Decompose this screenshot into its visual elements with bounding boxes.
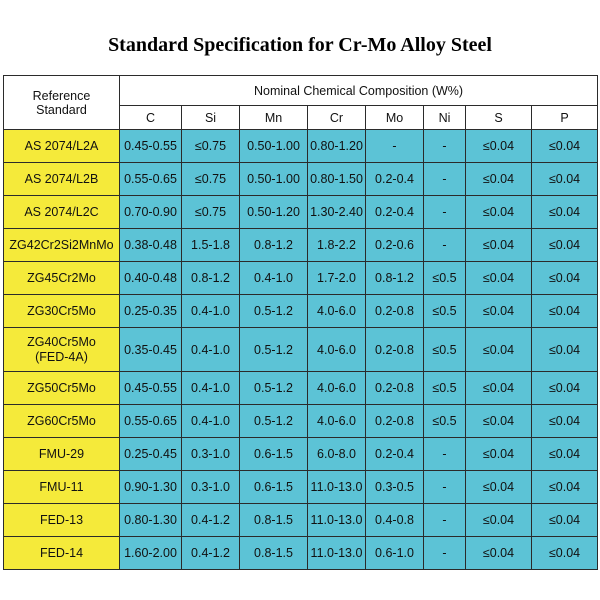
value-cell-mn: 0.5-1.2 <box>240 405 308 438</box>
table-row <box>4 328 598 372</box>
value-cell-c: 0.80-1.30 <box>120 504 182 537</box>
value-cell-si: 0.4-1.2 <box>182 504 240 537</box>
value-cell-mn: 0.6-1.5 <box>240 471 308 504</box>
value-cell-s: ≤0.04 <box>466 130 532 163</box>
value-cell-si: 1.5-1.8 <box>182 229 240 262</box>
value-cell-s: ≤0.04 <box>466 295 532 328</box>
value-cell-si: 0.4-1.0 <box>182 295 240 328</box>
reference-standard-line: FED-13 <box>39 512 84 527</box>
value-cell-mo: 0.2-0.8 <box>366 295 424 328</box>
value-cell-s: ≤0.04 <box>466 262 532 295</box>
table-row <box>4 372 598 405</box>
table-body <box>4 130 598 570</box>
reference-standard-header <box>4 76 120 130</box>
value-cell-c: 0.45-0.55 <box>120 130 182 163</box>
table-row <box>4 438 598 471</box>
value-cell-p: ≤0.04 <box>532 130 598 163</box>
table-row <box>4 295 598 328</box>
reference-standard-line: AS 2074/L2B <box>24 171 99 186</box>
value-cell-mo: 0.2-0.6 <box>366 229 424 262</box>
table-row <box>4 229 598 262</box>
value-cell-p: ≤0.04 <box>532 504 598 537</box>
reference-standard-line: ZG30Cr5Mo <box>27 303 96 318</box>
reference-standard-line: ZG40Cr5Mo <box>27 334 96 349</box>
table-row <box>4 504 598 537</box>
value-cell-si: ≤0.75 <box>182 196 240 229</box>
spec-table <box>3 75 598 570</box>
value-cell-c: 0.45-0.55 <box>120 372 182 405</box>
reference-standard-line: ZG45Cr2Mo <box>27 270 96 285</box>
value-cell-ni: - <box>424 504 466 537</box>
page-title: Standard Specification for Cr-Mo Alloy Steel <box>108 34 492 56</box>
value-cell-ni: - <box>424 163 466 196</box>
value-cell-mo: 0.4-0.8 <box>366 504 424 537</box>
value-cell-mn: 0.5-1.2 <box>240 295 308 328</box>
value-cell-p: ≤0.04 <box>532 328 598 372</box>
value-cell-mn: 0.5-1.2 <box>240 328 308 372</box>
value-cell-ni: ≤0.5 <box>424 372 466 405</box>
value-cell-c: 0.70-0.90 <box>120 196 182 229</box>
value-cell-ni: - <box>424 438 466 471</box>
value-cell-si: ≤0.75 <box>182 130 240 163</box>
table-row <box>4 163 598 196</box>
column-header-c: C <box>120 106 182 130</box>
reference-standard-cell <box>4 229 120 262</box>
column-header-mn: Mn <box>240 106 308 130</box>
value-cell-s: ≤0.04 <box>466 372 532 405</box>
value-cell-c: 0.55-0.65 <box>120 163 182 196</box>
value-cell-si: 0.4-1.0 <box>182 405 240 438</box>
value-cell-p: ≤0.04 <box>532 262 598 295</box>
reference-standard-line: ZG50Cr5Mo <box>27 380 96 395</box>
value-cell-si: 0.4-1.2 <box>182 537 240 570</box>
reference-standard-cell <box>4 504 120 537</box>
table-row <box>4 537 598 570</box>
value-cell-cr: 4.0-6.0 <box>308 295 366 328</box>
value-cell-mo: 0.2-0.8 <box>366 328 424 372</box>
value-cell-s: ≤0.04 <box>466 229 532 262</box>
value-cell-mo: 0.3-0.5 <box>366 471 424 504</box>
value-cell-si: 0.4-1.0 <box>182 372 240 405</box>
reference-standard-cell <box>4 438 120 471</box>
reference-standard-cell <box>4 262 120 295</box>
value-cell-s: ≤0.04 <box>466 471 532 504</box>
value-cell-s: ≤0.04 <box>466 438 532 471</box>
value-cell-p: ≤0.04 <box>532 471 598 504</box>
value-cell-mn: 0.4-1.0 <box>240 262 308 295</box>
table-row <box>4 405 598 438</box>
reference-standard-cell <box>4 196 120 229</box>
value-cell-p: ≤0.04 <box>532 229 598 262</box>
reference-standard-line: FMU-11 <box>39 479 84 494</box>
value-cell-p: ≤0.04 <box>532 163 598 196</box>
reference-standard-line: AS 2074/L2C <box>24 204 99 219</box>
reference-standard-line: AS 2074/L2A <box>24 138 99 153</box>
value-cell-mo: 0.2-0.4 <box>366 196 424 229</box>
composition-group-header: Nominal Chemical Composition (W%) <box>120 76 598 106</box>
column-header-si: Si <box>182 106 240 130</box>
reference-standard-cell <box>4 471 120 504</box>
value-cell-si: 0.8-1.2 <box>182 262 240 295</box>
value-cell-cr: 11.0-13.0 <box>308 504 366 537</box>
value-cell-mo: 0.2-0.8 <box>366 372 424 405</box>
value-cell-p: ≤0.04 <box>532 372 598 405</box>
value-cell-ni: ≤0.5 <box>424 262 466 295</box>
value-cell-si: ≤0.75 <box>182 163 240 196</box>
value-cell-si: 0.4-1.0 <box>182 328 240 372</box>
reference-standard-line: FED-14 <box>39 545 84 560</box>
column-header-p: P <box>532 106 598 130</box>
reference-standard-line: ZG42Cr2Si2MnMo <box>9 237 114 252</box>
value-cell-cr: 0.80-1.20 <box>308 130 366 163</box>
value-cell-c: 1.60-2.00 <box>120 537 182 570</box>
reference-header-line2: Standard <box>36 102 87 117</box>
value-cell-p: ≤0.04 <box>532 438 598 471</box>
value-cell-cr: 11.0-13.0 <box>308 471 366 504</box>
column-header-cr: Cr <box>308 106 366 130</box>
reference-standard-line: FMU-29 <box>38 446 85 461</box>
value-cell-ni: ≤0.5 <box>424 295 466 328</box>
table-row <box>4 262 598 295</box>
value-cell-c: 0.38-0.48 <box>120 229 182 262</box>
value-cell-mn: 0.50-1.00 <box>240 130 308 163</box>
reference-standard-cell <box>4 537 120 570</box>
value-cell-mn: 0.8-1.5 <box>240 537 308 570</box>
table-row <box>4 130 598 163</box>
value-cell-ni: - <box>424 537 466 570</box>
value-cell-mn: 0.50-1.20 <box>240 196 308 229</box>
value-cell-s: ≤0.04 <box>466 328 532 372</box>
value-cell-s: ≤0.04 <box>466 196 532 229</box>
value-cell-mn: 0.8-1.5 <box>240 504 308 537</box>
value-cell-si: 0.3-1.0 <box>182 438 240 471</box>
reference-header-line1: Reference <box>32 88 91 103</box>
value-cell-cr: 11.0-13.0 <box>308 537 366 570</box>
reference-standard-line: ZG60Cr5Mo <box>27 413 96 428</box>
value-cell-c: 0.35-0.45 <box>120 328 182 372</box>
value-cell-cr: 4.0-6.0 <box>308 405 366 438</box>
value-cell-ni: - <box>424 196 466 229</box>
value-cell-ni: ≤0.5 <box>424 405 466 438</box>
column-header-ni: Ni <box>424 106 466 130</box>
column-header-s: S <box>466 106 532 130</box>
value-cell-ni: - <box>424 229 466 262</box>
value-cell-ni: - <box>424 471 466 504</box>
value-cell-c: 0.25-0.35 <box>120 295 182 328</box>
value-cell-cr: 4.0-6.0 <box>308 372 366 405</box>
value-cell-s: ≤0.04 <box>466 504 532 537</box>
value-cell-ni: ≤0.5 <box>424 328 466 372</box>
value-cell-mo: - <box>366 130 424 163</box>
value-cell-mo: 0.2-0.8 <box>366 405 424 438</box>
reference-standard-cell <box>4 295 120 328</box>
value-cell-mo: 0.6-1.0 <box>366 537 424 570</box>
value-cell-s: ≤0.04 <box>466 405 532 438</box>
value-cell-cr: 1.8-2.2 <box>308 229 366 262</box>
reference-standard-cell <box>4 372 120 405</box>
value-cell-mn: 0.6-1.5 <box>240 438 308 471</box>
value-cell-p: ≤0.04 <box>532 537 598 570</box>
value-cell-s: ≤0.04 <box>466 163 532 196</box>
value-cell-mo: 0.2-0.4 <box>366 438 424 471</box>
column-header-mo: Mo <box>366 106 424 130</box>
value-cell-cr: 0.80-1.50 <box>308 163 366 196</box>
value-cell-mo: 0.8-1.2 <box>366 262 424 295</box>
value-cell-p: ≤0.04 <box>532 405 598 438</box>
value-cell-c: 0.25-0.45 <box>120 438 182 471</box>
reference-standard-cell <box>4 405 120 438</box>
reference-standard-cell <box>4 328 120 372</box>
reference-standard-cell <box>4 163 120 196</box>
value-cell-p: ≤0.04 <box>532 196 598 229</box>
reference-standard-cell <box>4 130 120 163</box>
value-cell-cr: 6.0-8.0 <box>308 438 366 471</box>
reference-standard-line: (FED-4A) <box>35 349 88 364</box>
value-cell-c: 0.40-0.48 <box>120 262 182 295</box>
value-cell-cr: 1.30-2.40 <box>308 196 366 229</box>
value-cell-s: ≤0.04 <box>466 537 532 570</box>
value-cell-si: 0.3-1.0 <box>182 471 240 504</box>
table-row <box>4 196 598 229</box>
table-row <box>4 471 598 504</box>
value-cell-ni: - <box>424 130 466 163</box>
value-cell-cr: 1.7-2.0 <box>308 262 366 295</box>
value-cell-mn: 0.50-1.00 <box>240 163 308 196</box>
value-cell-mn: 0.8-1.2 <box>240 229 308 262</box>
value-cell-p: ≤0.04 <box>532 295 598 328</box>
value-cell-mn: 0.5-1.2 <box>240 372 308 405</box>
value-cell-c: 0.90-1.30 <box>120 471 182 504</box>
value-cell-c: 0.55-0.65 <box>120 405 182 438</box>
value-cell-mo: 0.2-0.4 <box>366 163 424 196</box>
value-cell-cr: 4.0-6.0 <box>308 328 366 372</box>
